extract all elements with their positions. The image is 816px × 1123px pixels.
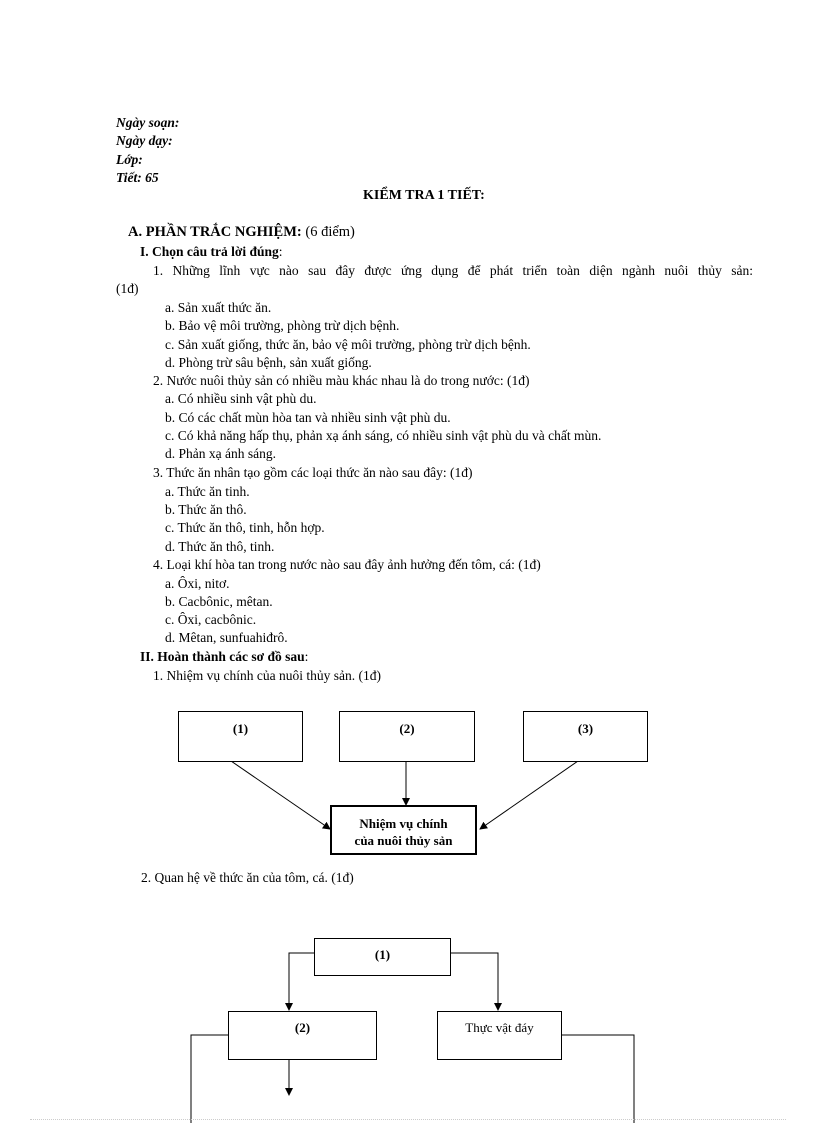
lop-label: Lớp: — [116, 152, 143, 167]
question-1-cont: (1đ) — [116, 281, 139, 296]
question-3: 3. Thức ăn nhân tạo gồm các loại thức ăn nào sau đây: (1đ) — [153, 465, 473, 480]
question-4: 4. Loại khí hòa tan trong nước nào sau đây ảnh hưởng đến tôm, cá: (1đ) — [153, 557, 541, 572]
arrow-top-to-left — [289, 953, 314, 1010]
diagram1-box-2-label: (2) — [399, 721, 415, 736]
q4-option-c: c. Ôxi, cacbônic. — [165, 612, 257, 627]
diagram1-box-3 — [523, 711, 648, 762]
section-a-label: A. PHẦN TRẮC NGHIỆM: — [128, 224, 302, 240]
diagram1-center-box — [330, 805, 477, 855]
q2-option-c: c. Có khả năng hấp thụ, phản xạ ánh sáng, có nhiều sinh vật phù du và chất mùn. — [165, 428, 602, 443]
diagram1-box-1-label: (1) — [232, 721, 249, 736]
part2-question-2: 2. Quan hệ về thức ăn của tôm, cá. (1đ) — [141, 870, 354, 885]
arrow-top-to-right — [449, 953, 498, 1010]
diagram2-box-left — [228, 1011, 377, 1060]
q4-option-a: a. Ôxi, nitơ. — [165, 576, 230, 591]
question-1: 1. Những lĩnh vực nào sau đây được ứng dụng để phát triển toàn diện ngành nuôi thủy sản: — [153, 263, 753, 278]
q1-option-d: d. Phòng trừ sâu bệnh, sản xuất giống. — [165, 355, 372, 370]
diagram1-box-2 — [339, 711, 475, 762]
q1-option-a: a. Sản xuất thức ăn. — [165, 300, 272, 315]
q3-option-b: b. Thức ăn thô. — [165, 502, 247, 517]
line-right-outer — [560, 1035, 634, 1123]
section-a-points: (6 điểm) — [301, 224, 355, 240]
q2-option-a: a. Có nhiều sinh vật phù du. — [165, 391, 317, 406]
q3-option-c: c. Thức ăn thô, tinh, hỗn hợp. — [165, 520, 325, 535]
page-bottom-divider — [30, 1119, 786, 1120]
diagram1-box-3-label: (3) — [577, 721, 594, 736]
page-title: KIỂM TRA 1 TIẾT: — [363, 188, 485, 203]
tiet-label: Tiết: 65 — [116, 170, 159, 185]
q1-option-c: c. Sản xuất giống, thức ăn, bảo vệ môi trường, phòng trừ dịch bệnh. — [165, 337, 531, 352]
diagram2-box-top — [314, 938, 451, 976]
center-box-line2: của nuôi thủy sản — [354, 833, 453, 848]
arrow-box3-to-center — [480, 761, 578, 829]
q2-option-d: d. Phản xạ ánh sáng. — [165, 446, 276, 461]
part1-label: I. Chọn câu trả lời đúng — [140, 244, 279, 259]
diagram2-box-right-label: Thực vật đáy — [465, 1020, 534, 1035]
q4-option-b: b. Cacbônic, mêtan. — [165, 594, 273, 609]
q3-option-d: d. Thức ăn thô, tinh. — [165, 539, 275, 554]
q3-option-a: a. Thức ăn tinh. — [165, 484, 250, 499]
diagram2-box-right — [437, 1011, 562, 1060]
part2-label: II. Hoàn thành các sơ đồ sau — [140, 649, 305, 664]
part2-colon: : — [304, 649, 309, 664]
diagram1-box-1 — [178, 711, 303, 762]
part1-colon: : — [278, 244, 283, 259]
line-left-outer — [191, 1035, 228, 1123]
q1-option-b: b. Bảo vệ môi trường, phòng trừ dịch bệnh. — [165, 318, 400, 333]
diagram2-box-top-label: (1) — [374, 947, 391, 962]
q4-option-d: d. Mêtan, sunfuahiđrô. — [165, 630, 288, 645]
diagram2-box-left-label: (2) — [294, 1020, 311, 1035]
center-box-line1: Nhiệm vụ chính — [359, 816, 448, 831]
question-2: 2. Nước nuôi thủy sản có nhiều màu khác nhau là do trong nước: (1đ) — [153, 373, 530, 388]
ngay-soan-label: Ngày soạn: — [116, 115, 180, 130]
part2-question-1: 1. Nhiệm vụ chính của nuôi thủy sản. (1đ) — [153, 668, 381, 683]
ngay-day-label: Ngày dạy: — [116, 133, 173, 148]
q2-option-b: b. Có các chất mùn hòa tan và nhiều sinh vật phù du. — [165, 410, 451, 425]
arrow-box1-to-center — [231, 761, 330, 829]
